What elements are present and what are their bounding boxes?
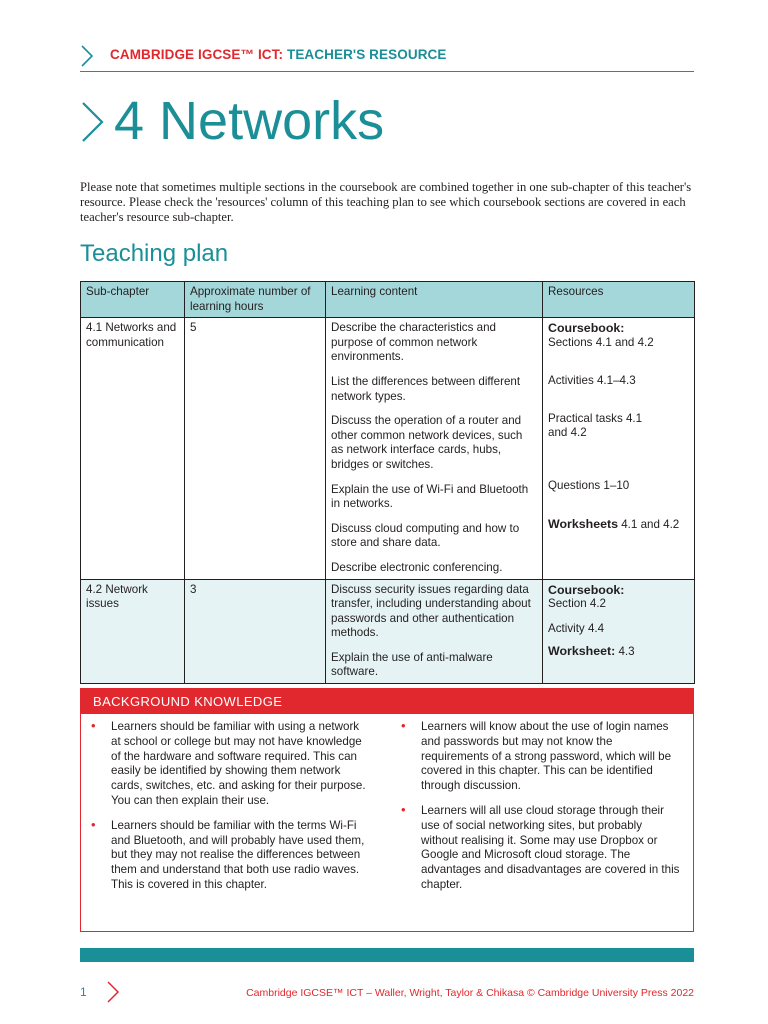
resource-practical: Practical tasks 4.1 and 4.2	[548, 411, 643, 440]
background-knowledge-heading: BACKGROUND KNOWLEDGE	[81, 689, 693, 714]
coursebook-label: Coursebook:	[548, 582, 625, 597]
content-item: Explain the use of Wi-Fi and Bluetooth in networks.	[331, 482, 529, 511]
table-row	[81, 318, 695, 579]
chevron-right-icon	[106, 980, 120, 1004]
list-item: • Learners will all use cloud storage through their use of social networking sites, but probably without realising it. Some may use Dropbox or Google and Microsoft cloud storage. The advantages and disadvantages are covered in this chapter.	[401, 801, 680, 891]
bullet: •	[401, 718, 406, 733]
background-knowledge-box	[80, 688, 694, 932]
resource-activities: Activities 4.1–4.3	[548, 373, 636, 387]
chevron-right-icon	[80, 100, 106, 144]
resource-worksheet: Worksheet: 4.3	[548, 644, 635, 659]
resource-activity: Activity 4.4	[548, 621, 605, 635]
running-header	[80, 42, 694, 72]
column-header: Learning content	[326, 282, 543, 318]
background-column-left	[91, 720, 371, 903]
list-item: • Learners should be familiar with the terms Wi-Fi and Bluetooth, and will probably have used them, but they may not realise the differences between them and understand that both use radio waves. This is covered in this chapter.	[91, 816, 365, 891]
bullet: •	[91, 816, 96, 832]
sub-chapter-cell: 4.1 Networks and communication	[81, 318, 185, 579]
column-header: Resources	[543, 282, 695, 318]
content-cell	[326, 579, 543, 684]
teaching-plan-table	[80, 281, 695, 684]
content-item: Discuss cloud computing and how to store and share data.	[331, 521, 520, 550]
bullet: •	[91, 718, 96, 733]
table-row	[81, 579, 695, 684]
sub-chapter-cell: 4.2 Network issues	[81, 579, 185, 684]
resource-worksheets: Worksheets 4.1 and 4.2	[548, 516, 680, 531]
resource-sections: Sections 4.1 and 4.2	[548, 335, 654, 349]
bullet: •	[401, 801, 406, 817]
footer-divider-bar	[80, 948, 694, 962]
list-item: • Learners should be familiar with using a network at school or college but may not have knowledge of the hardware and software required. This can easily be identified by showing them network cards, switches, etc. and asking for their purpose. You can then explain their use.	[91, 718, 366, 807]
header-text	[110, 47, 447, 62]
content-item: Discuss the operation of a router and other common network devices, such as network interface cards, hubs, bridges or switches.	[331, 414, 523, 471]
resources-cell	[543, 318, 695, 579]
chevron-right-icon	[80, 44, 94, 68]
column-header: Approximate number of learning hours	[185, 282, 326, 318]
resources-cell	[543, 579, 695, 684]
resource-section: Section 4.2	[548, 597, 607, 611]
column-header: Sub-chapter	[81, 282, 185, 318]
background-column-right	[401, 720, 681, 903]
content-item: Explain the use of anti-malware software.	[331, 650, 493, 679]
content-item: Describe the characteristics and purpose of common network environments.	[331, 321, 496, 364]
header-resource: TEACHER'S RESOURCE	[286, 47, 447, 62]
hours-cell: 3	[185, 579, 326, 684]
footer-citation: Cambridge IGCSE™ ICT – Waller, Wright, Taylor & Chikasa © Cambridge University Press 2022	[246, 987, 694, 999]
content-item: List the differences between different network types.	[331, 374, 521, 403]
content-item: Discuss security issues regarding data transfer, including understanding about passwords and other authentication methods.	[331, 582, 531, 640]
content-item: Describe electronic conferencing.	[331, 560, 503, 574]
intro-paragraph: Please note that sometimes multiple sections in the coursebook are combined together in one sub-chapter of this teacher's resource. Please check the 'resources' column of this teaching plan to see which coursebook sections are covered in each teacher's resource sub-chapter.	[80, 180, 692, 224]
coursebook-label: Coursebook:	[548, 321, 625, 336]
list-item: • Learners will know about the use of login names and passwords but may not know the requirements of a strong password, which will be covered in this chapter. This can be identified through discussion.	[401, 718, 672, 793]
teaching-plan-heading: Teaching plan	[80, 240, 229, 267]
header-brand: CAMBRIDGE IGCSE™ ICT:	[110, 47, 287, 62]
resource-questions: Questions 1–10	[548, 478, 630, 492]
table-header-row	[81, 282, 695, 318]
hours-cell: 5	[185, 318, 326, 579]
chapter-title: 4 Networks	[114, 91, 385, 151]
page-number: 1	[80, 985, 87, 999]
content-cell	[326, 318, 543, 579]
